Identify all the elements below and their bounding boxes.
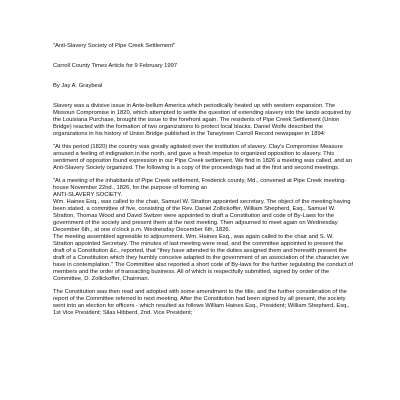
document-author: By Jay A. Graybeal: [53, 83, 103, 89]
paragraph-society-heading: ANTI-SLAVERY SOCIETY.: [53, 192, 123, 198]
paragraph-quote-opening: "At this period (1820) the country was greatly agitated over the institution of slavery. Clay's Compromise Measure aroused a feeling of indignation in the north, and gave a fresh impetus to organized opposition to slavery. This sentiment of oppositon found expression in our Pipe Creek settlement. We find in 1826 a meeting was called, and an Anti-Slavery Society organized. The following is a copy of the proceedings had at the first and second meetings.: [53, 144, 352, 171]
paragraph-first-meeting: Wm. Haines Esq., was called to the chair, Samuel W. Stratton appointed secretary. The object of the meeting having been stated, a committee of five, consisting of the Rev. Daniel Zollickoffer, William Shepherd, Esq., Samuel W. Stratton, Thomas Wood and David Switzer were appointed to draft a Constitution and code of By-Laws for the government of the society and present them at the next meeting. Then adjourned to meet again on Wednesday December 6th., at one o'clock p.m. Wednesday December 6th, 1826.: [53, 199, 351, 233]
document-title: "Anti-Slavery Society of Pipe Creek Settlement": [53, 43, 176, 49]
paragraph-constitution: The Constitution was then read and adopted with some amendment to the title, and the further consideration of the report of the Committee referred to next meeting. After the Constitution had been signed by all present, the society went into an election for officers - which resulted as follows William Haines Esq., President; William Shepherd, Esq., 1st Vice President; Silas Hibberd, 2nd. Vice President;: [53, 289, 350, 316]
document-subtitle: Carroll County Times Article for 9 February 1997: [53, 63, 178, 69]
paragraph-meeting-notice: "At a meeting of the inhabitants of Pipe Creek settlement, Frederick county, Md., convened at Pipe Creek meeting-house November 22nd., 1826, for the purpose of forming an: [53, 178, 347, 191]
paragraph-second-meeting: The meeting assembled agreeable to adjournment. Wm. Haines Esq., was again called to the chair and S. W. Stratton appointed Secretary. The minutes of last meeting were read, and the committee appointed to present the draft of a Constitution &c., reported, that "they have attended to the duties assigned them and herewith present the draft of a Constitution which they humbly conceive adapted to the government of an association of the character we have in contemplation." The Committee also reported a short code of By-laws for the further regulating the conduct of members and the order of transacting business. All of which is respectfully submitted, signed by order of the Committee, D. Zollickoffer, Chairman.: [53, 234, 354, 282]
paragraph-intro: Slavery was a divisive issue in Ante-bellum America which periodically heated up with western expansion. The Missouri Compromise in 1820, which attempted to settle the question of extending slavery into the lands acquired by the Louisiana Purchase, brought the issue to the forefront again. The residents of Pipe Creek Settlement (Union Bridge) reacted with the formation of two organizations to protect local blacks. Daniel Wolfe described the organizations in his history of Union Bridge published in the Taneytown Carroll Record newspaper in 1894:: [53, 103, 352, 137]
